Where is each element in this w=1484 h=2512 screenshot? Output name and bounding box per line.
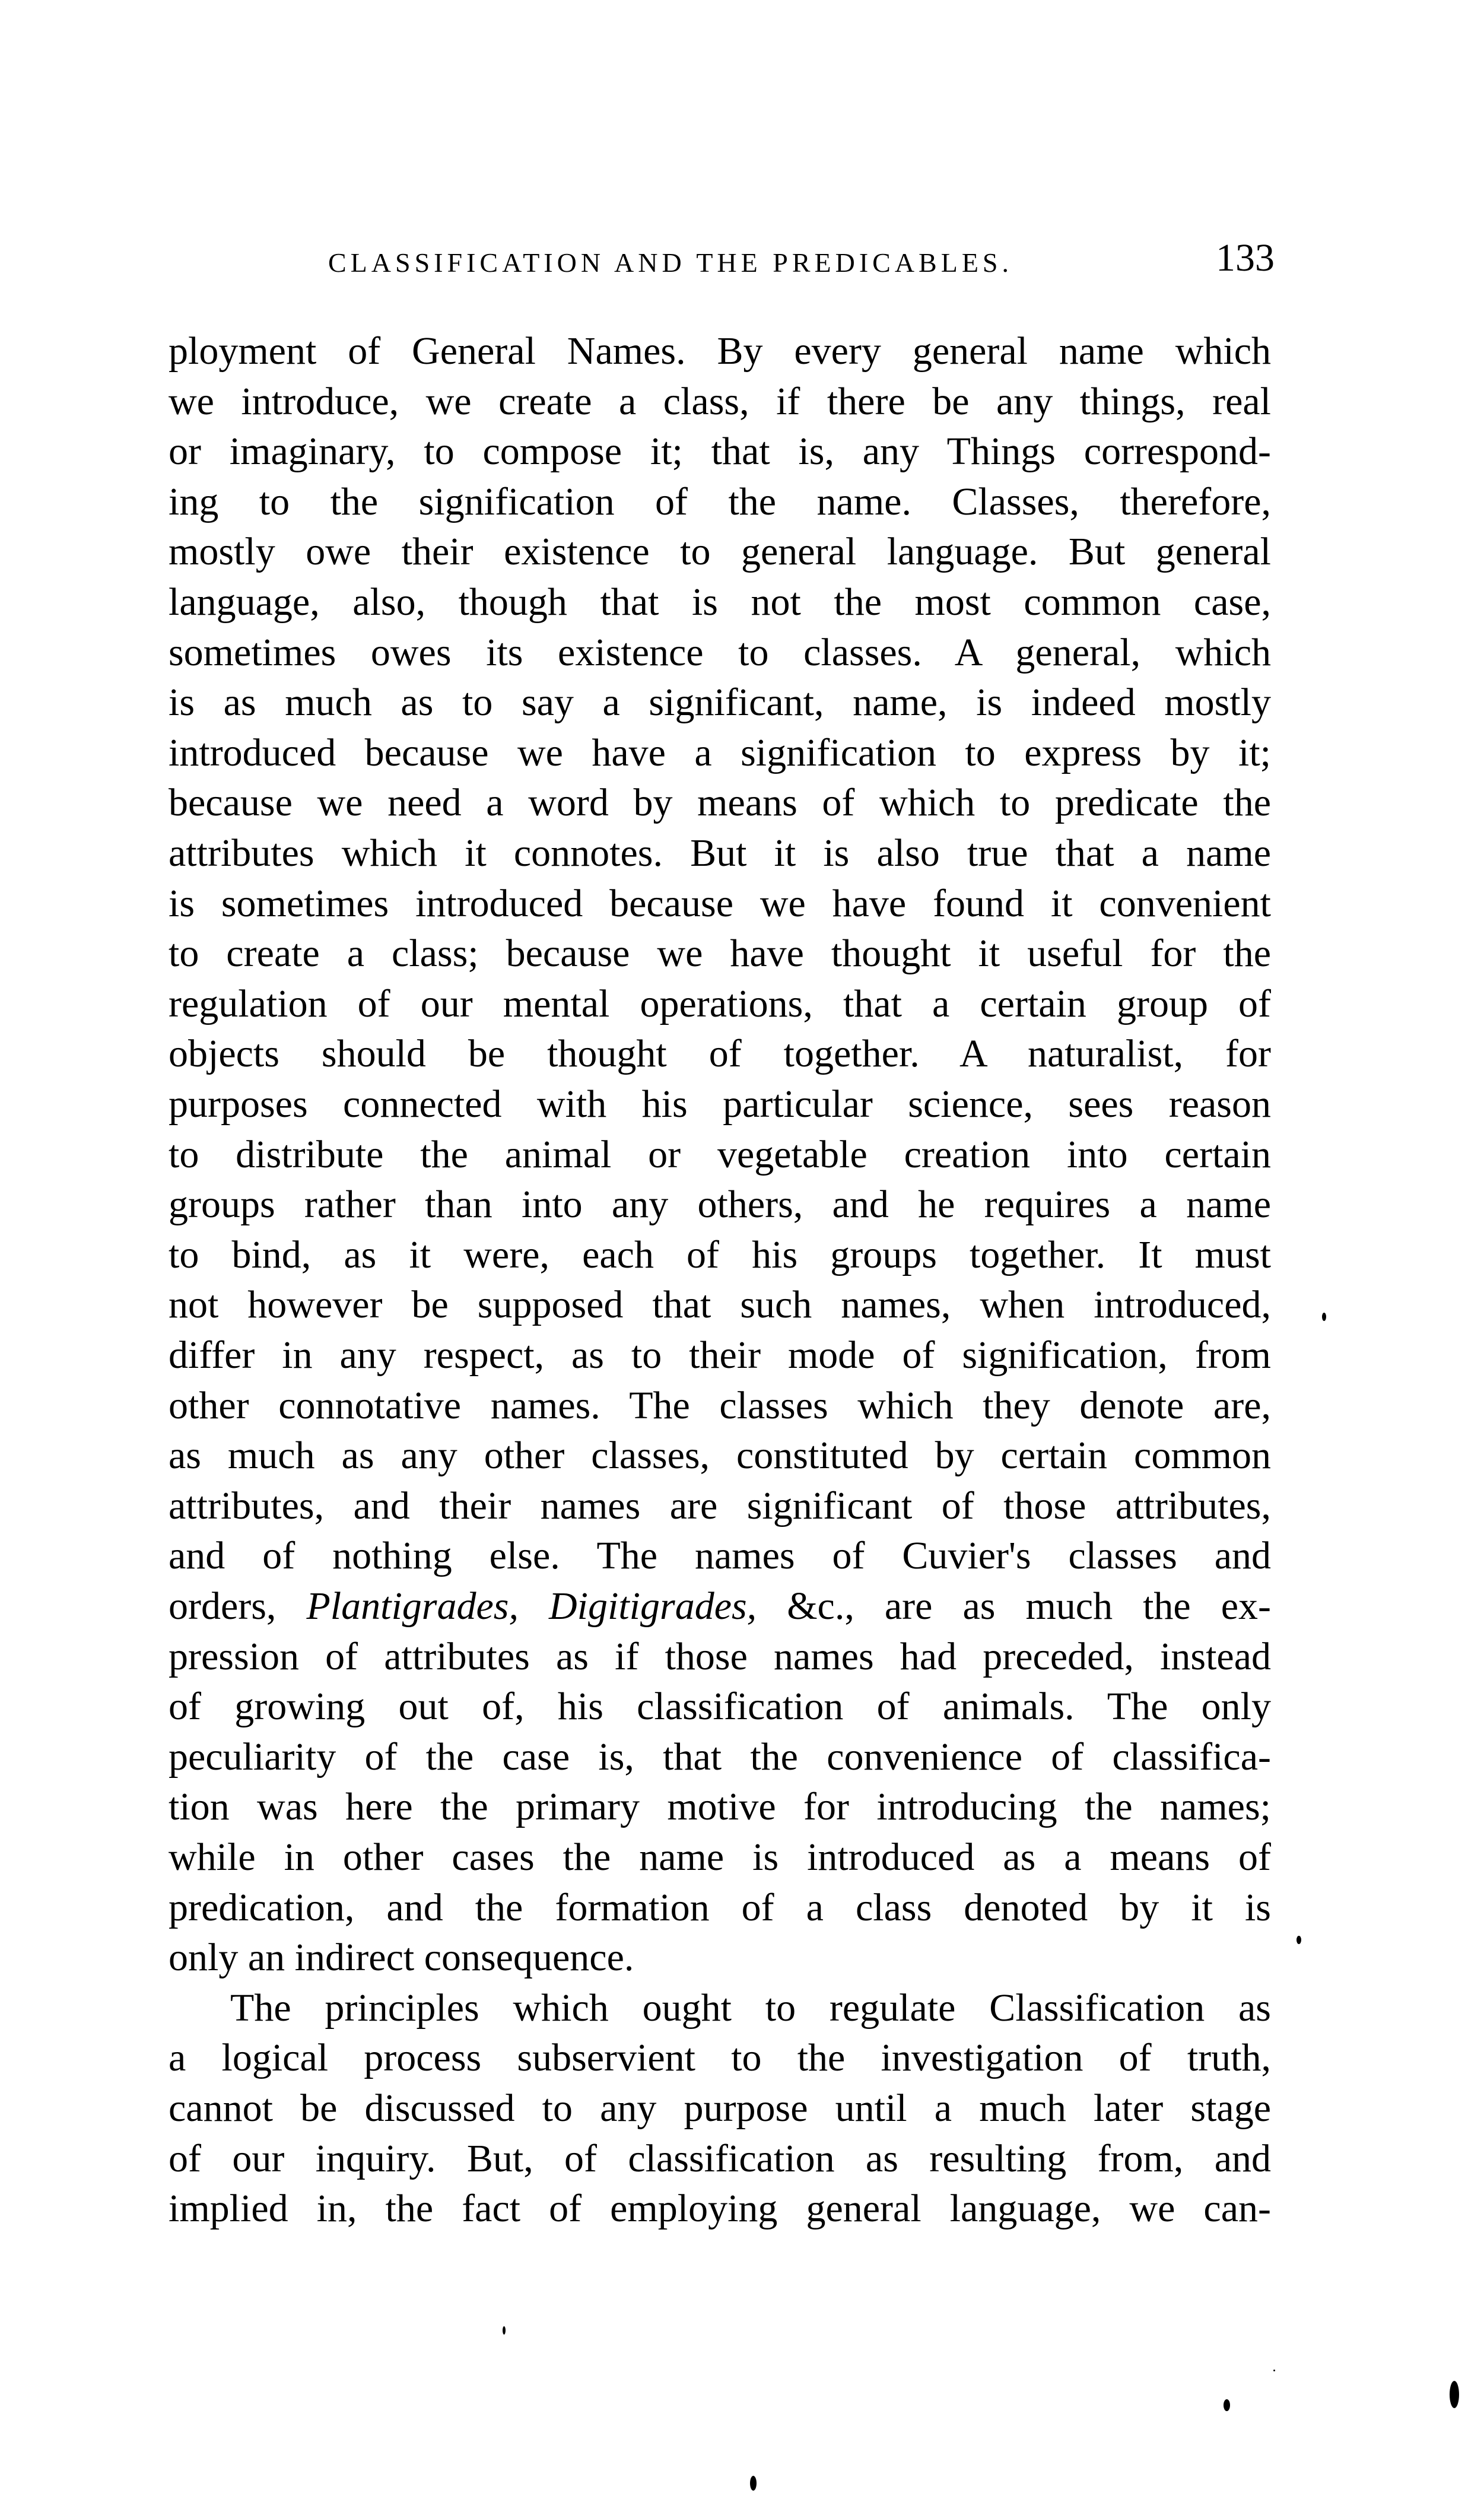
text-fragment: &c., are as much the ex-	[757, 1584, 1272, 1628]
ink-speck	[1450, 2381, 1459, 2408]
text-line: ployment of General Names. By every general name which	[169, 329, 1271, 373]
text-line: as much as any other classes, constituted by certain common	[169, 1434, 1271, 1478]
text-line: while in other cases the name is introduced as a means of	[169, 1835, 1271, 1879]
text-line: because we need a word by means of which to predicate the	[169, 781, 1271, 825]
text-line: tion was here the primary motive for introducing the names;	[169, 1785, 1271, 1829]
text-line: differ in any respect, as to their mode of signification, from	[169, 1333, 1271, 1377]
text-fragment	[519, 1584, 549, 1628]
text-line: peculiarity of the case is, that the convenience of classifica-	[169, 1735, 1271, 1779]
text-line: sometimes owes its existence to classes. A general, which	[169, 630, 1271, 674]
ink-speck	[1273, 2370, 1275, 2371]
text-line: cannot be discussed to any purpose until a much later stage	[169, 2087, 1271, 2130]
page-number: 133	[1216, 236, 1275, 280]
ink-speck	[1296, 1936, 1301, 1944]
text-line: objects should be thought of together. A naturalist, for	[169, 1032, 1271, 1076]
text-line: attributes, and their names are significant of those attributes,	[169, 1484, 1271, 1527]
text-line: is sometimes introduced because we have found it convenient	[169, 881, 1271, 925]
ink-speck	[1322, 1313, 1326, 1321]
text-line: groups rather than into any others, and he requires a name	[169, 1183, 1271, 1227]
text-line: mostly owe their existence to general language. But general	[169, 530, 1271, 574]
text-line: introduced because we have a signification to express by it;	[169, 731, 1271, 774]
text-fragment: orders,	[169, 1584, 307, 1628]
text-line: not however be supposed that such names, when introduced,	[169, 1283, 1271, 1327]
text-line: or imaginary, to compose it; that is, any Things correspond-	[169, 430, 1271, 474]
italic-term: Plantigrades,	[306, 1584, 519, 1628]
text-line: of growing out of, his classification of animals. The only	[169, 1685, 1271, 1729]
text-line: language, also, though that is not the most common case,	[169, 580, 1271, 624]
text-line: we introduce, we create a class, if there be any things, real	[169, 379, 1271, 423]
text-line: only an indirect consequence.	[169, 1936, 634, 1980]
text-line: predication, and the formation of a class denoted by it is	[169, 1885, 1271, 1929]
running-head-title: CLASSIFICATION AND THE PREDICABLES.	[328, 247, 1013, 278]
italic-term: Digitigrades,	[549, 1584, 757, 1628]
text-line	[169, 1581, 1271, 1631]
text-line: is as much as to say a significant, name, is indeed mostly	[169, 681, 1271, 725]
ink-speck	[1224, 2399, 1230, 2411]
text-line: to bind, as it were, each of his groups together. It must	[169, 1233, 1271, 1276]
text-line: pression of attributes as if those names had preceded, instead	[169, 1634, 1271, 1678]
text-line: implied in, the fact of employing general language, we can-	[169, 2187, 1271, 2231]
text-line: ing to the signification of the name. Classes, therefore,	[169, 479, 1271, 523]
text-line: attributes which it connotes. But it is also true that a name	[169, 831, 1271, 875]
ink-speck	[750, 2476, 757, 2491]
text-line: a logical process subservient to the investigation of truth,	[169, 2036, 1271, 2080]
text-line: purposes connected with his particular science, sees reason	[169, 1082, 1271, 1126]
text-line: to create a class; because we have thought it useful for the	[169, 932, 1271, 976]
text-line: to distribute the animal or vegetable creation into certain	[169, 1132, 1271, 1176]
text-line: regulation of our mental operations, that a certain group of	[169, 982, 1271, 1025]
text-line: The principles which ought to regulate Classification as	[230, 1986, 1271, 2030]
text-line: other connotative names. The classes which they denote are,	[169, 1383, 1271, 1427]
text-line: of our inquiry. But, of classification as resulting from, and	[169, 2136, 1271, 2180]
ink-speck	[503, 2326, 506, 2335]
text-line: and of nothing else. The names of Cuvier's classes and	[169, 1534, 1271, 1578]
